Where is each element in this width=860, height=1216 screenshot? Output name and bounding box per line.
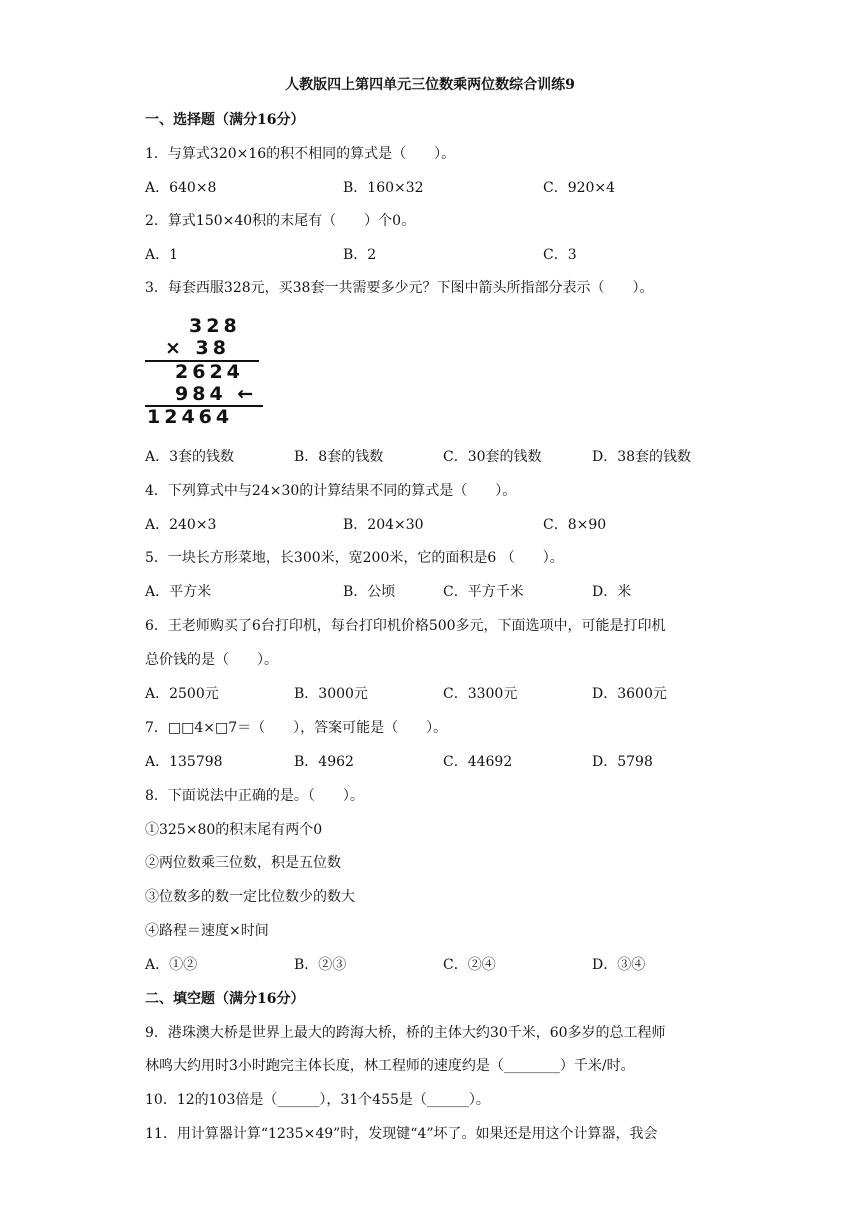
option-c: C．3300元 <box>443 686 518 702</box>
calc-partial-product-2: 984 ← <box>175 383 258 405</box>
arrow-left-icon: ← <box>237 383 258 405</box>
question-1-options <box>145 177 785 197</box>
option-a: A．2500元 <box>145 686 219 702</box>
option-b: B．160×32 <box>343 180 424 196</box>
statement-1: ①325×80的积末尾有两个0 <box>145 822 323 838</box>
question-1: 1．与算式320×16的积不相同的算式是（ ）。 <box>145 146 456 162</box>
question-5-options <box>145 581 785 601</box>
option-a: A．平方米 <box>145 584 212 600</box>
option-c: C．平方千米 <box>443 584 524 600</box>
option-b: B．3000元 <box>294 686 368 702</box>
option-d: D．5798 <box>592 754 653 770</box>
question-4: 4．下列算式中与24×30的计算结果不同的算式是（ ）。 <box>145 483 517 499</box>
question-9-line-1: 9．港珠澳大桥是世界上最大的跨海大桥，桥的主体大约30千米，60多岁的总工程师 <box>145 1025 666 1041</box>
question-7-options <box>145 751 785 771</box>
calc-multiplicand: 328 <box>189 315 241 337</box>
option-a: A．240×3 <box>145 517 217 533</box>
question-2-options <box>145 244 785 264</box>
section-heading-choice: 一、选择题（满分16分） <box>145 112 305 128</box>
question-11: 11．用计算器计算“1235×49”时，发现键“4”坏了。如果还是用这个计算器，我会 <box>145 1126 658 1142</box>
question-3: 3．每套西服328元，买38套一共需要多少元？下图中箭头所指部分表示（ ）。 <box>145 280 654 296</box>
option-b: B．4962 <box>294 754 354 770</box>
vertical-multiplication <box>145 314 270 429</box>
option-d: D．米 <box>592 584 632 600</box>
calc-product: 12464 <box>147 406 234 428</box>
option-a: A．640×8 <box>145 180 217 196</box>
option-b: B．公顷 <box>343 584 396 600</box>
question-5: 5．一块长方形菜地，长300米，宽200米，它的面积是6 （ ）。 <box>145 550 564 566</box>
statement-4: ④路程＝速度×时间 <box>145 923 269 939</box>
option-d: D．3600元 <box>592 686 667 702</box>
option-a: A．135798 <box>145 754 223 770</box>
option-c: C．8×90 <box>543 517 607 533</box>
question-6-line-1: 6．王老师购买了6台打印机，每台打印机价格500多元，下面选项中，可能是打印机 <box>145 618 666 634</box>
question-8: 8．下面说法中正确的是。（ ）。 <box>145 788 364 804</box>
option-a: A．3套的钱数 <box>145 449 235 465</box>
question-3-options <box>145 446 785 466</box>
question-10: 10．12的103倍是（______），31个455是（______）。 <box>145 1092 490 1108</box>
option-c: C．②④ <box>443 957 496 973</box>
option-a: A．1 <box>145 247 179 263</box>
calc-multiplier: × 38 <box>165 337 230 359</box>
option-c: C．30套的钱数 <box>443 449 542 465</box>
statement-3: ③位数多的数一定比位数少的数大 <box>145 889 355 905</box>
option-d: D．③④ <box>592 957 646 973</box>
option-b: B．2 <box>343 247 377 263</box>
option-b: B．②③ <box>294 957 347 973</box>
statement-2: ②两位数乘三位数，积是五位数 <box>145 855 341 871</box>
option-c: C．3 <box>543 247 577 263</box>
question-7: 7．□□4×□7＝（ ），答案可能是（ ）。 <box>145 720 448 736</box>
option-d: D．38套的钱数 <box>592 449 692 465</box>
question-2: 2．算式150×40积的末尾有（ ）个0。 <box>145 213 416 229</box>
page-title: 人教版四上第四单元三位数乘两位数综合训练9 <box>285 77 575 93</box>
option-a: A．①② <box>145 957 198 973</box>
question-6-options <box>145 683 785 703</box>
option-c: C．920×4 <box>543 180 616 196</box>
question-4-options <box>145 514 785 534</box>
question-9-line-2: 林鸣大约用时3小时跑完主体长度，林工程师的速度约是（________）千米/时。 <box>145 1058 635 1074</box>
question-8-options <box>145 954 785 974</box>
option-b: B．8套的钱数 <box>294 449 384 465</box>
section-heading-fill-in: 二、填空题（满分16分） <box>145 991 305 1007</box>
option-b: B．204×30 <box>343 517 424 533</box>
question-6-line-2: 总价钱的是（ ）。 <box>145 652 278 668</box>
calc-partial-product-1: 2624 <box>175 361 244 383</box>
option-c: C．44692 <box>443 754 513 770</box>
